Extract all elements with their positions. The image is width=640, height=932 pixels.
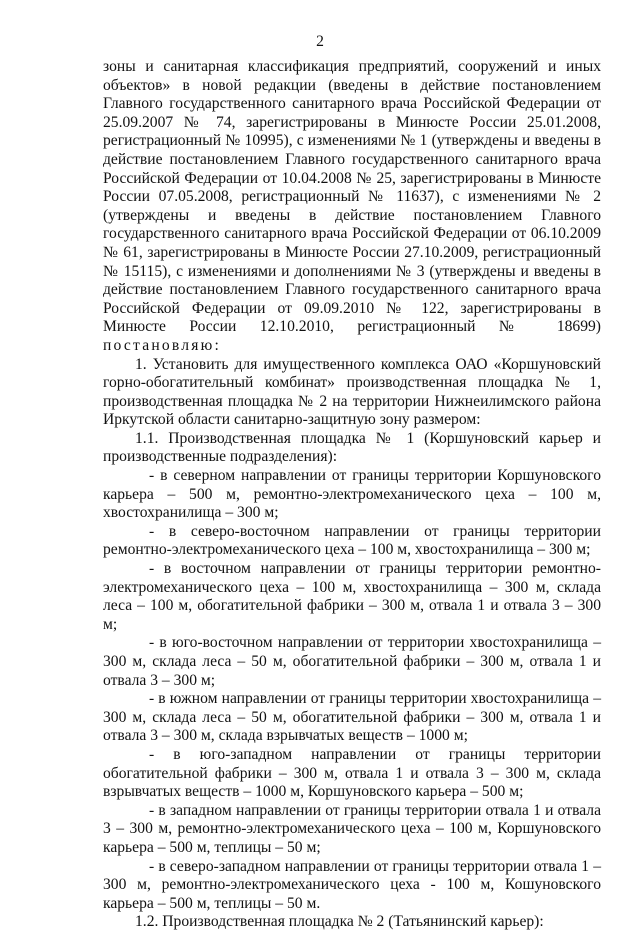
bullet-north: - в северном направлении от границы территории Коршуновского карьера – 500 м, ремонтно-электромеханического цеха – 100 м, хвостохранилища – 300 м; [103,467,601,522]
item-1-1-heading: 1.1. Производственная площадка № 1 (Коршуновский карьер и производственные подразделения): [103,429,601,466]
bullet-west: - в западном направлении от границы территории отвала 1 и отвала 3 – 300 м, ремонтно-электромеханического цеха – 100 м, Коршуновского карьера – 500 м, теплицы – 50 м; [103,801,601,856]
item-1-2-heading: 1.2. Производственная площадка № 2 (Татьянинский карьер): [135,913,544,931]
bullet-northwest: - в северо-западном направлении от границы территории отвала 1 – 300 м, ремонтно-электромеханического цеха - 100 м, Кошуновского карьера – 500 м, теплицы – 50 м. [103,857,601,912]
decree-word: постановляю: [103,336,222,354]
page-number: 2 [316,33,324,50]
item-1: 1. Установить для имущественного комплекса ОАО «Коршуновский горно-обогатительный комбинат» производственная площадка № 1, производственная площадка № 2 на территории Нижнеилимского района Иркутской области санитарно-защитную зону размером: [103,355,601,429]
intro-text: зоны и санитарная классификация предприятий, сооружений и иных объектов» в новой редакции (введены в действие постановлением Главного государственного санитарного врача Российской Федерации от 25.09.2007 № 74, зарегистрированы в Минюсте России 25.01.2008, регистрационный № 10995), с изменениями № 1 (утверждены и введены в действие постановлением Главного государственного санитарного врача Российской Федерации от 10.04.2008 № 25, зарегистрированы в Минюсте России 07.05.2008, регистрационный № 11637), с изменениями № 2 (утверждены и введены в действие постановлением Главного государственного санитарного врача Российской Федерации от 06.10.2009 № 61, зарегистрированы в Минюсте России 27.10.2009, регистрационный № 15115), с изменениями и дополнениями № 3 (утверждены и введены в действие постановлением Главного государственного санитарного врача Российской Федерации от 09.09.2010 № 122, зарегистрированы в Минюсте России 12.10.2010, регистрационный № 18699) [103,58,601,336]
bullet-southwest: - в юго-западном направлении от границы территории обогатительной фабрики – 300 м, отвала 1 и отвала 3 – 300 м, склада взрывчатых веществ – 1000 м, Коршуновского карьера – 500 м; [103,745,601,801]
bullet-south: - в южном направлении от границы территории хвостохранилища – 300 м, склада леса – 50 м, обогатительной фабрики – 300 м, отвала 1 и отвала 3 – 300 м, склада взрывчатых веществ – 1000 м; [103,690,601,745]
bullet-southeast: - в юго-восточном направлении от территории хвостохранилища – 300 м, склада леса – 50 м, обогатительной фабрики – 300 м, отвала 1 и отвала 3 – 300 м; [103,634,601,689]
bullet-northeast: - в северо-восточном направлении от границы территории ремонтно-электромеханического цеха – 100 м, хвостохранилища – 300 м; [103,522,601,559]
document-body [103,58,601,932]
intro-paragraph [103,58,601,356]
bullet-east: - в восточном направлении от границы территории ремонтно-электромеханического цеха – 100 м, хвостохранилища – 300 м, склада леса – 100 м, обогатительной фабрики – 300 м, отвала 1 и отвала 3 – 300 м; [103,560,601,633]
